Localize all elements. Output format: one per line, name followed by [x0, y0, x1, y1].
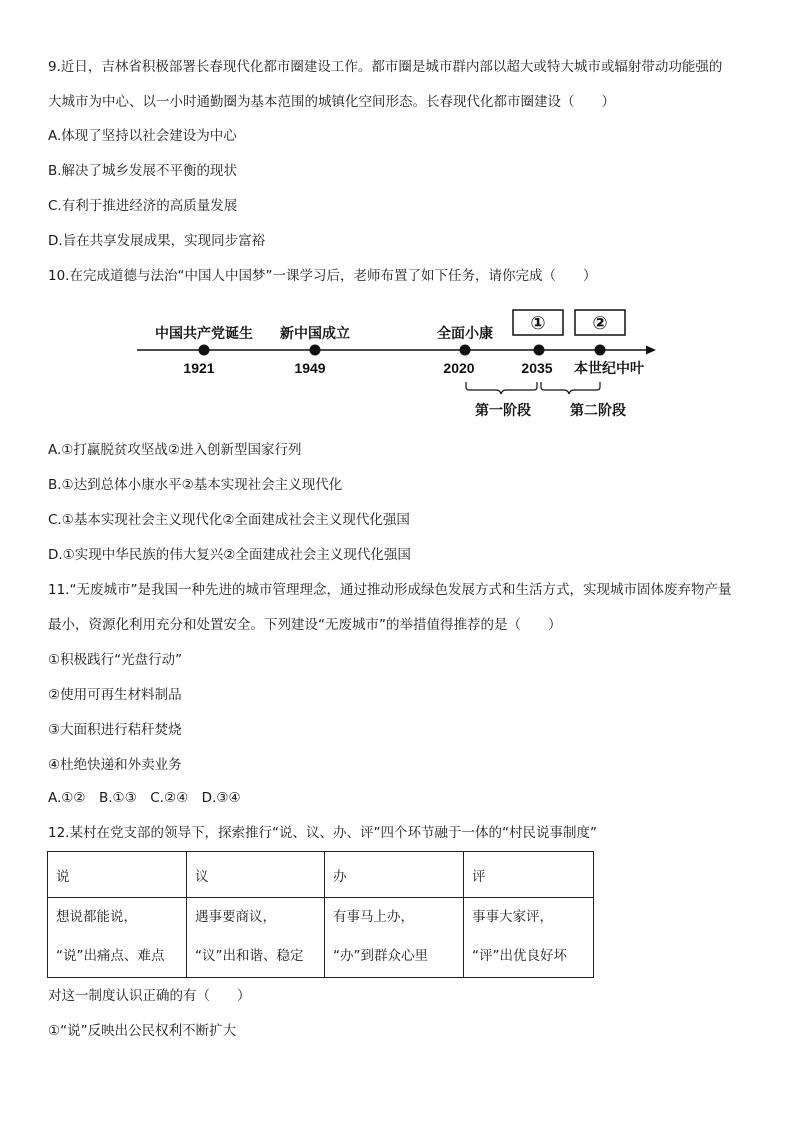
- year-1921: 1921: [183, 360, 215, 376]
- table-header-discuss: 议: [187, 852, 325, 898]
- blank-box-1-label: ①: [530, 313, 546, 334]
- q10-option-b: B.①达到总体小康水平②基本实现社会主义现代化: [48, 477, 343, 493]
- cell-text: 事事大家评，: [472, 909, 553, 925]
- timeline-dot-midcentury: [595, 345, 606, 356]
- q9-option-a: A.体现了坚持以社会建设为中心: [48, 128, 237, 144]
- q11-choices: A.①② B.①③ C.②④ D.③④: [48, 790, 241, 806]
- table-cell-evaluate: [464, 898, 594, 978]
- q12-table: [47, 851, 594, 978]
- cell-text: 想说都能说，: [56, 909, 137, 925]
- table-cell-say: [48, 898, 187, 978]
- q10-stem: 10.在完成道德与法治“中国人中国梦”一课学习后，老师布置了如下任务，请你完成（ ）: [48, 268, 597, 284]
- table-cell-act: [325, 898, 464, 978]
- timeline-dot-1921: [199, 345, 210, 356]
- stage2-brace: [541, 382, 600, 394]
- q9-option-c: C.有利于推进经济的高质量发展: [48, 198, 238, 214]
- timeline-dot-2035: [534, 345, 545, 356]
- q11-item-1: ①积极践行“光盘行动”: [48, 652, 183, 668]
- q9-stem-line1: 9.近日，吉林省积极部署长春现代化都市圈建设工作。都市圈是城市群内部以超大或特大城市或辐射带动功能强的: [48, 59, 723, 75]
- q11-item-3: ③大面积进行秸秆焚烧: [48, 722, 182, 738]
- q10-timeline-diagram: [0, 300, 794, 430]
- table-header-evaluate: 评: [464, 852, 594, 898]
- year-2035: 2035: [521, 360, 553, 376]
- timeline-arrow: [646, 346, 656, 355]
- cell-text: “议”出和谐、稳定: [195, 948, 304, 964]
- cell-text: “办”到群众心里: [333, 948, 428, 964]
- table-header-row: [48, 852, 594, 898]
- stage2-label: 第二阶段: [570, 403, 626, 419]
- event-label-moderately-prosperous: 全面小康: [437, 326, 493, 342]
- q11-stem-line1: 11.“无废城市”是我国一种先进的城市管理理念，通过推动形成绿色发展方式和生活方式，实现城市固体废弃物产量: [48, 582, 732, 598]
- q12-after: 对这一制度认识正确的有（ ）: [48, 988, 251, 1004]
- q12-stem: 12.某村在党支部的领导下，探索推行“说、议、办、评”四个环节融于一体的“村民说事制度”: [48, 825, 597, 841]
- event-label-cpc-founded: 中国共产党诞生: [155, 326, 253, 342]
- q12-item-1: ①“说”反映出公民权利不断扩大: [48, 1023, 237, 1039]
- cell-text: 遇事要商议，: [195, 909, 276, 925]
- event-label-prc-founded: 新中国成立: [280, 326, 350, 342]
- cell-text: “评”出优良好坏: [472, 948, 567, 964]
- table-row: [48, 898, 594, 978]
- cell-text: 有事马上办，: [333, 909, 414, 925]
- table-header-say: 说: [48, 852, 187, 898]
- q9-option-d: D.旨在共享发展成果，实现同步富裕: [48, 233, 266, 249]
- stage1-brace: [466, 382, 537, 394]
- q9-stem-line2: 大城市为中心、以一小时通勤圈为基本范围的城镇化空间形态。长春现代化都市圈建设（ ）: [48, 94, 615, 110]
- q10-option-d: D.①实现中华民族的伟大复兴②全面建成社会主义现代化强国: [48, 547, 411, 563]
- table-header-act: 办: [325, 852, 464, 898]
- q11-item-2: ②使用可再生材料制品: [48, 687, 182, 703]
- blank-box-2-label: ②: [592, 313, 608, 334]
- q9-option-b: B.解决了城乡发展不平衡的现状: [48, 163, 238, 179]
- timeline-dot-1949: [310, 345, 321, 356]
- timeline-dot-2020: [460, 345, 471, 356]
- year-2020: 2020: [443, 360, 475, 376]
- q11-item-4: ④杜绝快递和外卖业务: [48, 757, 182, 773]
- cell-text: “说”出痛点、难点: [56, 948, 165, 964]
- table-cell-discuss: [187, 898, 325, 978]
- q11-stem-line2: 最小，资源化利用充分和处置安全。下列建设“无废城市”的举措值得推荐的是（ ）: [48, 617, 562, 633]
- year-mid-century: 本世纪中叶: [574, 361, 644, 377]
- q10-option-a: A.①打赢脱贫攻坚战②进入创新型国家行列: [48, 442, 302, 458]
- q10-option-c: C.①基本实现社会主义现代化②全面建成社会主义现代化强国: [48, 512, 410, 528]
- year-1949: 1949: [294, 360, 326, 376]
- stage1-label: 第一阶段: [475, 403, 531, 419]
